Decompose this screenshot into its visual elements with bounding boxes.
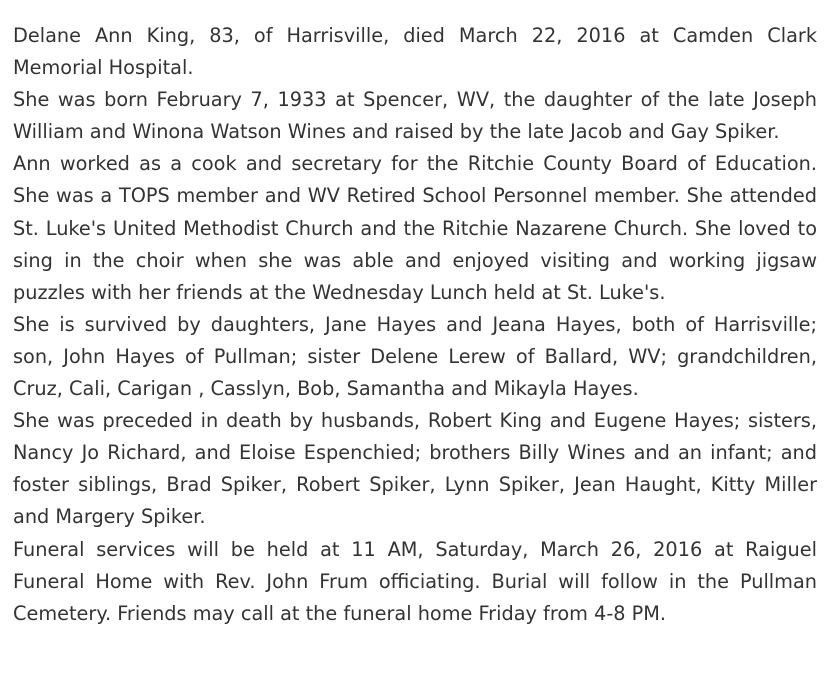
paragraph-survivors: She is survived by daughters, Jane Hayes and Jeana Hayes, both of Harrisville; son, John Hayes of Pullman; sister Delene Lerew of Ballard, WV; grandchildren, Cruz, Cali, Carigan , Casslyn, Bob, Samantha and Mikayla Hayes. <box>13 312 817 401</box>
paragraph-birth: She was born February 7, 1933 at Spencer, WV, the daughter of the late Joseph William and Winona Watson Wines and raised by the late Jacob and Gay Spiker. <box>13 88 817 144</box>
paragraph-preceded: She was preceded in death by husbands, Robert King and Eugene Hayes; sisters, Nancy Jo Richard, and Eloise Espenchied; brothers Billy Wines and an infant; and foster siblings, Brad Spiker, Robert Spiker, Lynn Spiker, Jean Haught, Kitty Miller and Margery Spiker. <box>13 409 817 529</box>
paragraph-services: Funeral services will be held at 11 AM, Saturday, March 26, 2016 at Raiguel Funeral Home with Rev. John Frum officiating. Burial will follow in the Pullman Cemetery. Friends may call at the funeral home Friday from 4-8 PM. <box>13 537 817 625</box>
paragraph-death-notice: Delane Ann King, 83, of Harrisville, died March 22, 2016 at Camden Clark Memorial Hospital. <box>13 24 817 80</box>
paragraph-life: Ann worked as a cook and secretary for the Ritchie County Board of Education. She was a TOPS member and WV Retired School Personnel member. She attended St. Luke's United Methodist Church and the Ritchie Nazarene Church. She loved to sing in the choir when she was able and enjoyed visiting and working jigsaw puzzles with her friends at the Wednesday Lunch held at St. Luke's. <box>13 152 817 304</box>
